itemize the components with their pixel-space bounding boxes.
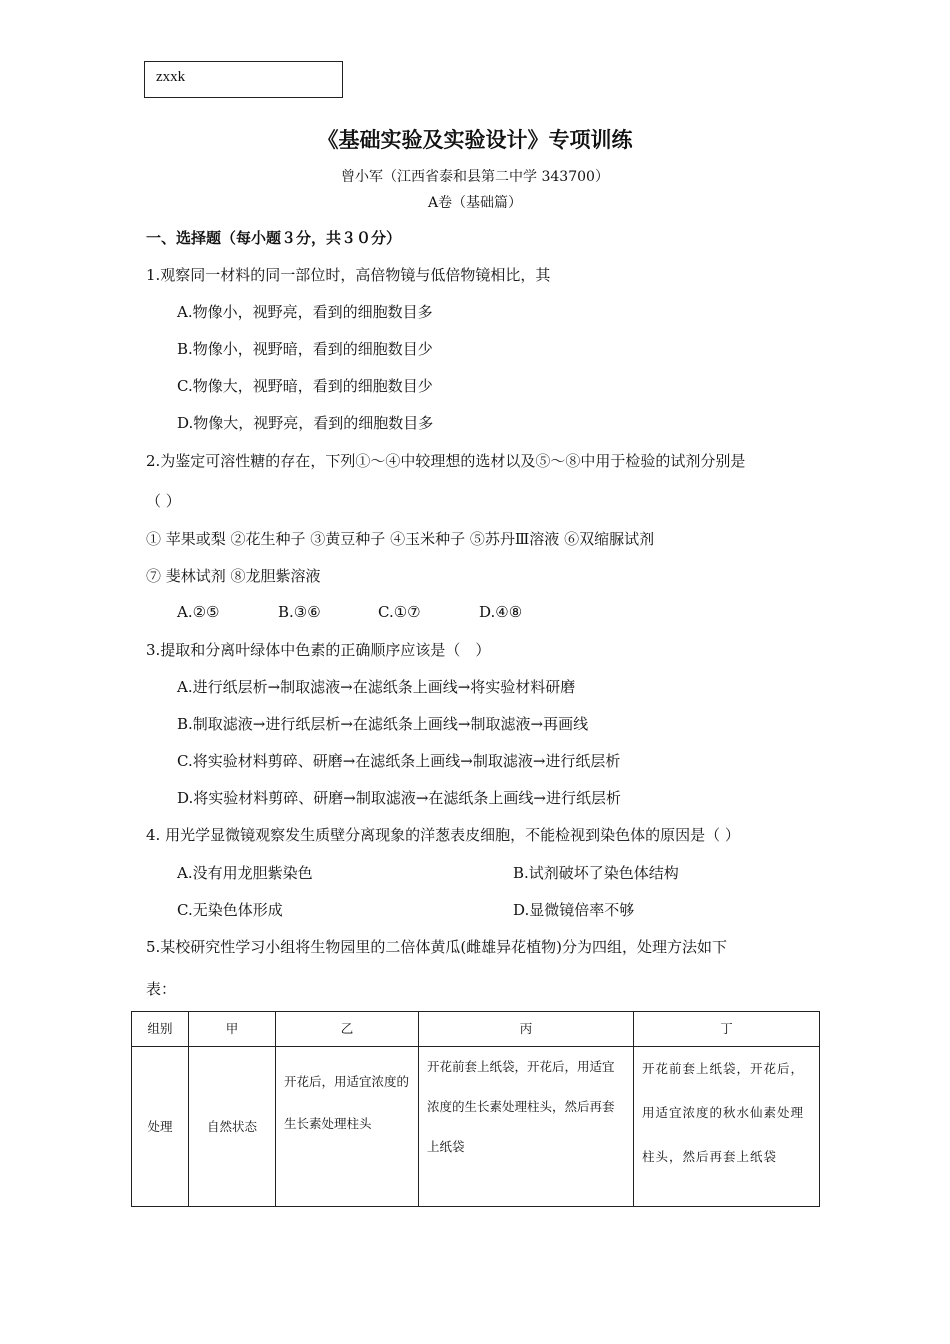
question-4-option-c: C.无染色体形成 [177,901,283,919]
header-tag-box [144,61,343,98]
table-cell: 开花前套上纸袋，开花后，用适宜浓度的秋水仙素处理柱头，然后再套上纸袋 [634,1047,820,1207]
table-header-cell: 甲 [189,1012,276,1047]
question-2-materials-line-1: ① 苹果或梨 ②花生种子 ③黄豆种子 ④玉米种子 ⑤苏丹Ⅲ溶液 ⑥双缩脲试剂 [146,530,655,548]
question-2-option-a: A.②⑤ [177,603,220,621]
question-4-stem: 4. 用光学显微镜观察发生质壁分离现象的洋葱表皮细胞，不能检视到染色体的原因是（ ） [146,826,740,844]
header-tag: zxxk [156,69,186,85]
volume-line: A卷（基础篇） [427,195,523,211]
question-5-stem-continued: 表： [146,980,177,998]
table-cell: 自然状态 [189,1047,276,1207]
question-2-option-b: B.③⑥ [278,603,321,621]
question-4-option-d: D.显微镜倍率不够 [513,901,635,919]
table-header-cell: 丙 [419,1012,634,1047]
author-line: 曾小军（江西省泰和县第二中学 343700） [341,169,609,185]
question-3-option-a: A.进行纸层析→制取滤液→在滤纸条上画线→将实验材料研磨 [177,678,576,696]
question-1-option-b: B.物像小，视野暗，看到的细胞数目少 [177,340,433,358]
question-5-stem: 5.某校研究性学习小组将生物园里的二倍体黄瓜(雌雄异花植物)分为四组，处理方法如下 [146,938,728,956]
section-heading: 一、选择题（每小题３分，共３０分） [146,229,402,247]
question-2-materials-line-2: ⑦ 斐林试剂 ⑧龙胆紫溶液 [146,567,321,585]
question-3-option-c: C.将实验材料剪碎、研磨→在滤纸条上画线→制取滤液→进行纸层析 [177,752,621,770]
question-1-stem: 1.观察同一材料的同一部位时，高倍物镜与低倍物镜相比，其 [146,266,551,284]
question-1-option-d: D.物像大，视野亮，看到的细胞数目多 [177,414,434,432]
question-2-option-d: D.④⑧ [479,603,523,621]
table-row-label: 处理 [132,1047,189,1207]
table-header-cell: 乙 [276,1012,419,1047]
table-header-cell: 丁 [634,1012,820,1047]
table-cell: 开花前套上纸袋，开花后，用适宜浓度的生长素处理柱头，然后再套上纸袋 [419,1047,634,1207]
question-4-option-a: A.没有用龙胆紫染色 [177,864,313,882]
page-title: 《基础实验及实验设计》专项训练 [317,127,633,152]
question-1-option-a: A.物像小，视野亮，看到的细胞数目多 [177,303,433,321]
treatment-table [131,1011,820,1207]
question-1-option-c: C.物像大，视野暗，看到的细胞数目少 [177,377,433,395]
table-row [132,1047,820,1207]
question-2-option-c: C.①⑦ [378,603,421,621]
question-2-paren: （ ） [146,492,181,510]
table-header-cell: 组别 [132,1012,189,1047]
table-header-row [132,1012,820,1047]
question-3-option-d: D.将实验材料剪碎、研磨→制取滤液→在滤纸条上画线→进行纸层析 [177,789,621,807]
question-4-option-b: B.试剂破坏了染色体结构 [513,864,679,882]
question-2-stem: 2.为鉴定可溶性糖的存在，下列①～④中较理想的选材以及⑤～⑧中用于检验的试剂分别是 [146,452,746,470]
question-3-option-b: B.制取滤液→进行纸层析→在滤纸条上画线→制取滤液→再画线 [177,715,589,733]
table-cell: 开花后，用适宜浓度的生长素处理柱头 [276,1047,419,1207]
question-3-stem: 3.提取和分离叶绿体中色素的正确顺序应该是（ ） [146,641,491,659]
